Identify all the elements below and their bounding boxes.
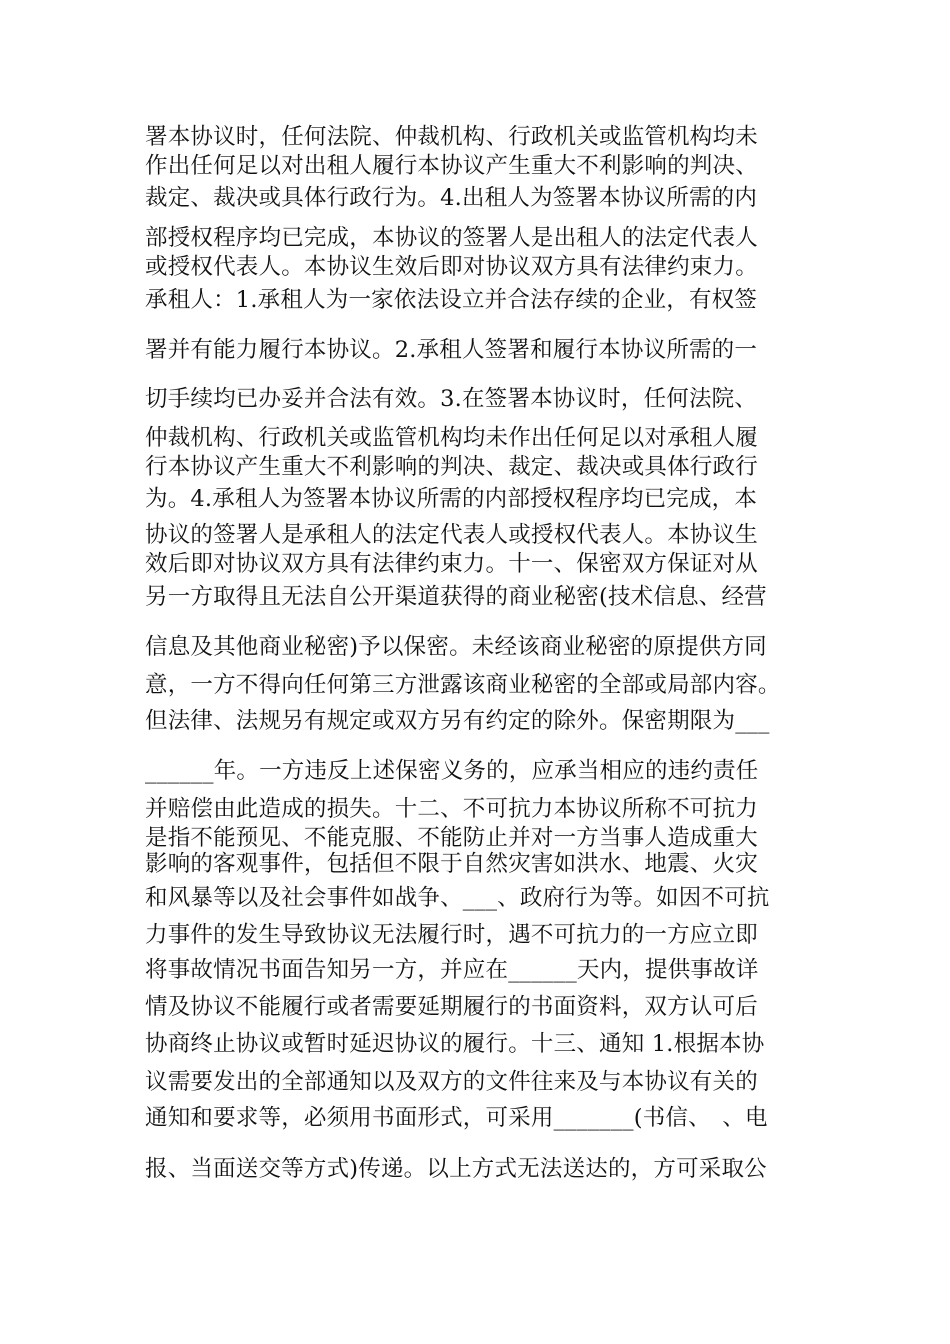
text-line: 通知和要求等，必须用书面形式，可采用_______(书信、 、电 xyxy=(145,1105,768,1131)
text-line: 是指不能预见、不能克服、不能防止并对一方当事人造成重大 xyxy=(145,825,758,851)
text-line: 署并有能力履行本协议。2.承租人签署和履行本协议所需的一 xyxy=(145,337,758,363)
text-line: 将事故情况书面告知另一方，并应在______天内，提供事故详 xyxy=(145,957,759,983)
text-line: 承租人：1.承租人为一家依法设立并合法存续的企业，有权签 xyxy=(145,287,758,313)
text-line: 力事件的发生导致协议无法履行时，遇不可抗力的一方应立即 xyxy=(145,922,758,948)
text-line: 为。4.承租人为签署本协议所需的内部授权程序均已完成，本 xyxy=(145,486,758,512)
text-line: 协商终止协议或暂时延迟协议的履行。十三、通知 1.根据本协 xyxy=(145,1031,765,1057)
text-line: 报、当面送交等方式)传递。以上方式无法送达的，方可采取公 xyxy=(145,1156,767,1182)
text-line: 议需要发出的全部通知以及双方的文件往来及与本协议有关的 xyxy=(145,1069,758,1095)
text-line: ______年。一方违反上述保密义务的，应承当相应的违约责任 xyxy=(145,758,759,784)
text-line: 协议的签署人是承租人的法定代表人或授权代表人。本协议生 xyxy=(145,522,758,548)
text-line: 影响的客观事件，包括但不限于自然灾害如洪水、地震、火灾 xyxy=(145,851,758,877)
text-line: 切手续均已办妥并合法有效。3.在签署本协议时，任何法院、 xyxy=(145,386,758,412)
text-line: 信息及其他商业秘密)予以保密。未经该商业秘密的原提供方同 xyxy=(145,634,767,660)
text-line: 意，一方不得向任何第三方泄露该商业秘密的全部或局部内容。 xyxy=(145,672,781,698)
text-line: 效后即对协议双方具有法律约束力。十一、保密双方保证对从 xyxy=(145,551,758,577)
text-line: 或授权代表人。本协议生效后即对协议双方具有法律约束力。 xyxy=(145,254,758,280)
text-line: 作出任何足以对出租人履行本协议产生重大不利影响的判决、 xyxy=(145,153,758,179)
text-line: 仲裁机构、行政机关或监管机构均未作出任何足以对承租人履 xyxy=(145,425,758,451)
text-line: 行本协议产生重大不利影响的判决、裁定、裁决或具体行政行 xyxy=(145,454,758,480)
text-line: 裁定、裁决或具体行政行为。4.出租人为签署本协议所需的内 xyxy=(145,185,758,211)
text-line: 但法律、法规另有规定或双方另有约定的除外。保密期限为___ xyxy=(145,708,770,734)
text-line: 另一方取得且无法自公开渠道获得的商业秘密(技术信息、经营 xyxy=(145,584,767,610)
text-line: 情及协议不能履行或者需要延期履行的书面资料，双方认可后 xyxy=(145,994,758,1020)
text-line: 署本协议时，任何法院、仲裁机构、行政机关或监管机构均未 xyxy=(145,124,758,150)
text-line: 部授权程序均已完成，本协议的签署人是出租人的法定代表人 xyxy=(145,225,758,251)
text-line: 并赔偿由此造成的损失。十二、不可抗力本协议所称不可抗力 xyxy=(145,796,758,822)
text-line: 和风暴等以及社会事件如战争、___、政府行为等。如因不可抗 xyxy=(145,885,770,911)
